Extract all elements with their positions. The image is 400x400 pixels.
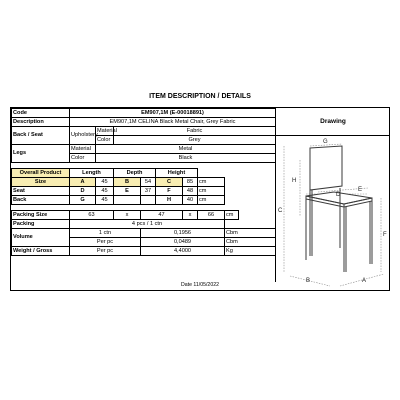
dim-val-h: 40 (183, 196, 198, 205)
volume-ctn-value: 0,1956 (141, 229, 225, 238)
chair-diagram (276, 136, 390, 282)
weight-row (12, 247, 276, 256)
dim-val-empty (141, 196, 156, 205)
dim-key-empty (114, 196, 141, 205)
dim-val-d: 45 (96, 187, 114, 196)
dim-val-e: 37 (141, 187, 156, 196)
dim-label-a: A (362, 278, 367, 284)
height-header: Height (156, 169, 198, 178)
dim-label-f: F (383, 232, 387, 238)
dim-key-g: G (70, 196, 96, 205)
back-seat-material-label: Material (97, 127, 117, 134)
dim-label-g: G (323, 139, 328, 145)
back-seat-color-value: Grey (114, 136, 276, 145)
dim-key-d: D (70, 187, 96, 196)
packing-label: Packing (12, 220, 70, 229)
date-footer: Date 11/05/2022 (181, 282, 219, 288)
dim-label-b: B (306, 278, 311, 284)
dim-unit-overall: cm (198, 178, 225, 187)
packing-size-c: 66 (198, 211, 225, 220)
dim-key-h: H (156, 196, 183, 205)
dim-key-b: B (114, 178, 141, 187)
packing-size-a: 63 (70, 211, 114, 220)
spec-sheet (10, 107, 390, 291)
weight-value: 4,4000 (141, 247, 225, 256)
dim-key-a: A (70, 178, 96, 187)
packing-size-x1: x (114, 211, 141, 220)
chair-drawing (275, 136, 390, 282)
drawing-title: Drawing (275, 108, 390, 136)
spec-table (11, 108, 276, 256)
weight-label: Weight / Gross (12, 247, 70, 256)
back-label: Back (12, 196, 70, 205)
document-title: ITEM DESCRIPTION / DETAILS (149, 93, 251, 100)
dims-row-overall (12, 178, 276, 187)
description-row (12, 118, 276, 127)
dims-row-back (12, 196, 276, 205)
dim-val-g: 45 (96, 196, 114, 205)
legs-material-row (12, 145, 276, 154)
dim-key-c: C (156, 178, 183, 187)
upholstery-label: Upholstery (70, 127, 96, 145)
packing-size-row (12, 211, 276, 220)
packing-row (12, 220, 276, 229)
weight-key: Per pc (70, 247, 141, 256)
dim-key-f: F (156, 187, 183, 196)
dim-unit-seat: cm (198, 187, 225, 196)
overall-product-label: Overall Product (12, 169, 70, 178)
code-row (12, 109, 276, 118)
legs-color-label: Color (70, 154, 96, 163)
volume-pc-unit: Cbm (225, 238, 276, 247)
dim-val-a: 45 (96, 178, 114, 187)
packing-size-x2: x (183, 211, 198, 220)
legs-material-value: Metal (96, 145, 276, 154)
packing-size-unit: cm (225, 211, 239, 220)
volume-label: Volume (12, 229, 70, 247)
overall-size-label: Size (12, 178, 70, 187)
packing-size-label: Packing Size (12, 211, 70, 220)
packing-value: 4 pcs / 1 ctn (70, 220, 225, 229)
legs-label: Legs (12, 145, 70, 163)
back-seat-material-value: Fabric (114, 127, 276, 136)
legs-material-label: Material (70, 145, 96, 154)
dims-row-seat (12, 187, 276, 196)
back-seat-material-row (12, 127, 276, 136)
dim-val-c: 85 (183, 178, 198, 187)
weight-unit: Kg (225, 247, 276, 256)
volume-pc-key: Per pc (70, 238, 141, 247)
back-seat-label: Back / Seat (12, 127, 70, 145)
dim-label-h: H (292, 178, 297, 184)
description-value: EM907,1M CELINA Black Metal Chair, Grey Fabric (70, 118, 276, 127)
description-label: Description (12, 118, 70, 127)
dims-header-row (12, 169, 276, 178)
packing-size-b: 47 (141, 211, 183, 220)
back-seat-color-label: Color (96, 136, 114, 145)
code-value: EM907,1M (E-00018891) (70, 109, 276, 118)
volume-row-ctn (12, 229, 276, 238)
volume-pc-value: 0,0489 (141, 238, 225, 247)
dim-key-e: E (114, 187, 141, 196)
volume-ctn-unit: Cbm (225, 229, 276, 238)
code-label: Code (12, 109, 70, 118)
depth-header: Depth (114, 169, 156, 178)
volume-ctn-key: 1 ctn (70, 229, 141, 238)
dim-label-e: E (358, 187, 363, 193)
seat-label: Seat (12, 187, 70, 196)
dim-label-c: C (278, 208, 283, 214)
length-header: Length (70, 169, 114, 178)
dim-label-d: D (336, 192, 341, 198)
dim-val-f: 48 (183, 187, 198, 196)
dim-unit-back: cm (198, 196, 225, 205)
dim-val-b: 54 (141, 178, 156, 187)
legs-color-value: Black (96, 154, 276, 163)
